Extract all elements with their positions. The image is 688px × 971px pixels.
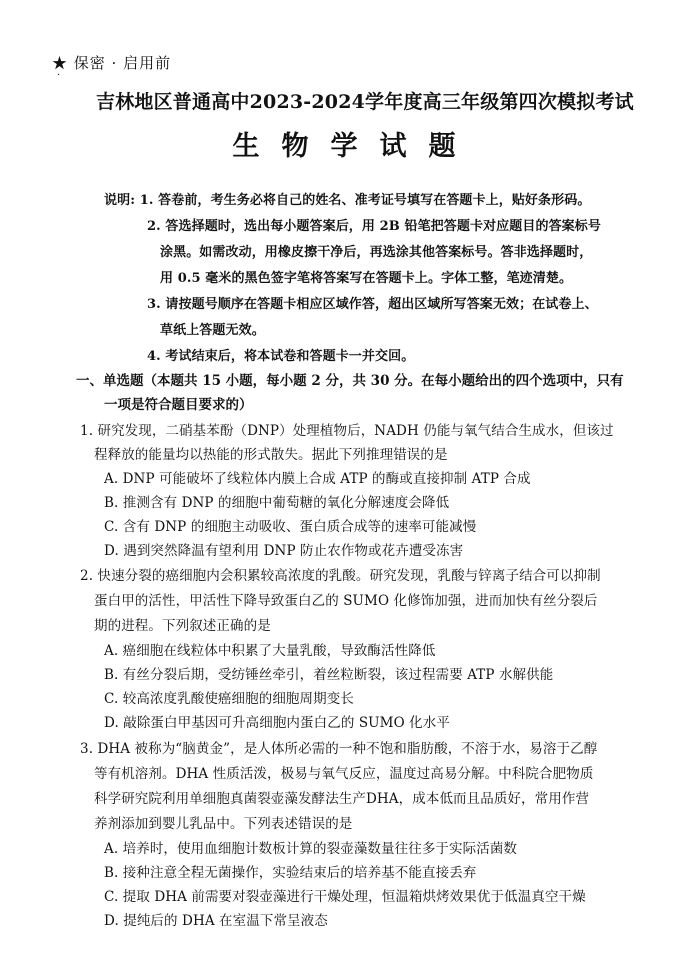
option-b: B. 有丝分裂后期，受纺锤丝牵引，着丝粒断裂，该过程需要 ATP 水解供能: [104, 667, 554, 683]
question-stem: 2. 快速分裂的癌细胞内会积累较高浓度的乳酸。研究发现，乳酸与锌离子结合可以抑制: [80, 568, 601, 584]
option-a: A. DNP 可能破坏了线粒体内膜上合成 ATP 的酶或直接抑制 ATP 合成: [104, 471, 531, 487]
option-c: C. 提取 DHA 前需要对裂壶藻进行干燥处理，恒温箱烘烤效果优于低温真空干燥: [104, 889, 586, 905]
bullet-dot: ·: [57, 70, 61, 81]
question-stem: 蛋白甲的活性，甲活性下降导致蛋白乙的 SUMO 化修饰加强，进而加快有丝分裂后: [94, 593, 598, 609]
section-heading-cont: 一项是符合题目要求的）: [104, 397, 253, 413]
confidential-label: ★ 保密 · 启用前: [52, 54, 172, 72]
instruction-line: 用 0.5 毫米的黑色签字笔将答案写在答题卡上。字体工整，笔迹清楚。: [160, 271, 573, 286]
question-stem: 1. 研究发现，二硝基苯酚（DNP）处理植物后，NADH 仍能与氧气结合生成水，但该过: [80, 423, 614, 439]
option-b: B. 接种注意全程无菌操作，实验结束后的培养基不能直接丢弃: [104, 865, 477, 881]
option-b: B. 推测含有 DNP 的细胞中葡萄糖的氧化分解速度会降低: [104, 495, 450, 511]
subject-title: 生物学试题: [232, 131, 478, 162]
instruction-line: 4. 考试结束后，将本试卷和答题卡一并交回。: [147, 349, 415, 364]
question-stem: 3. DHA 被称为“脑黄金”，是人体所必需的一种不饱和脂肪酸，不溶于水，易溶于乙醇: [80, 741, 598, 757]
instruction-line: 草纸上答题无效。: [160, 323, 265, 338]
exam-title: 吉林地区普通高中2023-2024学年度高三年级第四次模拟考试: [96, 91, 634, 113]
option-d: D. 敲除蛋白甲基因可升高细胞内蛋白乙的 SUMO 化水平: [104, 715, 450, 731]
option-a: A. 培养时，使用血细胞计数板计算的裂壶藻数量往往多于实际活菌数: [104, 841, 518, 857]
instruction-line: 涂黑。如需改动，用橡皮擦干净后，再选涂其他答案标号。答非选择题时，: [160, 245, 593, 260]
instruction-line: 说明: 1. 答卷前，考生务必将自己的姓名、准考证号填写在答题卡上，贴好条形码。: [104, 193, 591, 208]
question-stem: 程释放的能量均以热能的形式散失。据此下列推理错误的是: [94, 447, 448, 463]
option-c: C. 较高浓度乳酸使癌细胞的细胞周期变长: [104, 691, 354, 707]
instruction-line: 3. 请按题号顺序在答题卡相应区域作答，超出区域所写答案无效；在试卷上、: [147, 297, 598, 312]
option-d: D. 遇到突然降温有望利用 DNP 防止农作物或花卉遭受冻害: [104, 543, 464, 559]
question-stem: 等有机溶剂。DHA 性质活泼，极易与氧气反应，温度过高易分解。中科院合肥物质: [94, 766, 594, 782]
option-a: A. 癌细胞在线粒体中积累了大量乳酸，导致酶活性降低: [104, 643, 436, 659]
option-c: C. 含有 DNP 的细胞主动吸收、蛋白质合成等的速率可能减慢: [104, 519, 477, 535]
section-heading: 一、单选题（本题共 15 小题，每小题 2 分，共 30 分。在每小题给出的四个选项中，只有: [76, 373, 624, 389]
question-stem: 养剂添加到婴儿乳品中。下列表述错误的是: [94, 816, 353, 832]
question-stem: 期的进程。下列叙述正确的是: [94, 618, 271, 634]
question-stem: 科学研究院利用单细胞真菌裂壶藻发酵法生产DHA，成本低而且品质好，常用作营: [94, 791, 590, 807]
instruction-line: 2. 答选择题时，选出每小题答案后，用 2B 铅笔把答题卡对应题目的答案标号: [147, 219, 601, 234]
option-d: D. 提纯后的 DHA 在室温下常呈液态: [104, 913, 328, 929]
